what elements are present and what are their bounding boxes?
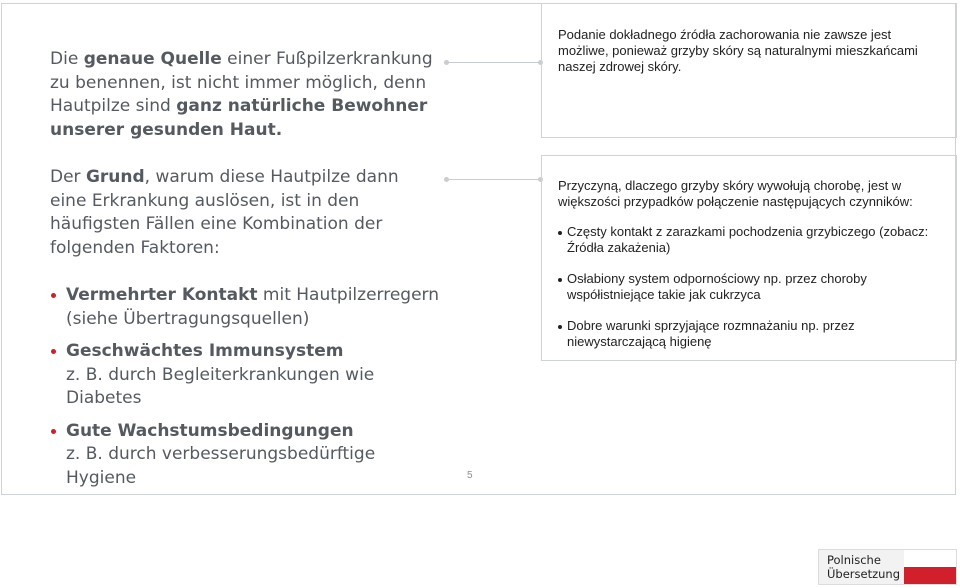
polish-translation-box-2 xyxy=(541,155,957,361)
german-intro-paragraph xyxy=(50,48,440,142)
factor-heading: Geschwächtes Immunsystem xyxy=(66,341,344,361)
badge-line-1: Polnische xyxy=(827,553,881,567)
badge-label xyxy=(819,550,904,584)
german-factor-list xyxy=(50,284,440,490)
factor-detail: mit Hautpilzerregern (siehe Übertragungsquellen) xyxy=(66,285,440,329)
emphasis-text: genaue Quelle xyxy=(83,49,222,69)
german-factor-item xyxy=(50,340,440,411)
polish-factor-item: Dobre warunki sprzyjające rozmnażaniu np. przez niewystarczającą higienę xyxy=(558,318,944,350)
german-factor-item xyxy=(50,420,440,491)
text-run: , warum diese Hautpilze dann eine Erkrankung auslösen, ist in den häufigsten Fällen eine Kombination der folgenden Faktoren: xyxy=(50,167,399,258)
polish-factor-item: Osłabiony system odpornościowy np. przez choroby współistniejące takie jak cukrzyca xyxy=(558,271,944,303)
factor-heading: Vermehrter Kontakt xyxy=(66,285,258,305)
factor-detail: z. B. durch verbesserungsbedürftige Hygiene xyxy=(66,444,376,488)
connector-line-2 xyxy=(446,179,541,180)
german-factor-item xyxy=(50,284,440,331)
text-run: einer Fußpilzerkrankung zu benennen, ist nicht immer möglich, denn Hautpilze sind xyxy=(50,49,433,116)
connector-dot-left xyxy=(444,177,449,182)
factor-detail: z. B. durch Begleiterkrankungen wie Diabetes xyxy=(66,364,375,408)
connector-line-1 xyxy=(446,62,541,63)
polish-paragraph-2: Przyczyną, dlaczego grzyby skóry wywołują chorobę, jest w większości przypadków połączenie następujących czynników: xyxy=(558,178,913,209)
polish-factor-item: Częsty kontakt z zarazkami pochodzenia grzybiczego (zobacz: Źródła zakażenia) xyxy=(558,224,944,256)
german-text-panel xyxy=(50,48,440,499)
page-number: 5 xyxy=(467,470,473,481)
text-run: Die xyxy=(50,49,84,69)
flag-red-stripe xyxy=(904,567,956,584)
german-reason-paragraph xyxy=(50,166,440,260)
flag-white-stripe xyxy=(904,550,956,567)
factor-heading: Gute Wachstumsbedingungen xyxy=(66,420,354,441)
badge-line-2: Übersetzung xyxy=(827,567,901,581)
emphasis-text: ganz natürliche Bewohner unserer gesunden Haut. xyxy=(50,96,428,140)
polish-translation-box-1 xyxy=(541,3,957,138)
polish-factor-list xyxy=(558,224,944,350)
connector-dot-left xyxy=(444,60,449,65)
language-badge xyxy=(818,549,957,585)
emphasis-text: Grund xyxy=(85,167,145,187)
polish-paragraph-1: Podanie dokładnego źródła zachorowania nie zawsze jest możliwe, ponieważ grzyby skóry są naturalnymi mieszkańcami naszej zdrowej skóry. xyxy=(558,27,918,74)
polish-flag-icon xyxy=(904,550,956,584)
text-run: Der xyxy=(50,167,86,187)
